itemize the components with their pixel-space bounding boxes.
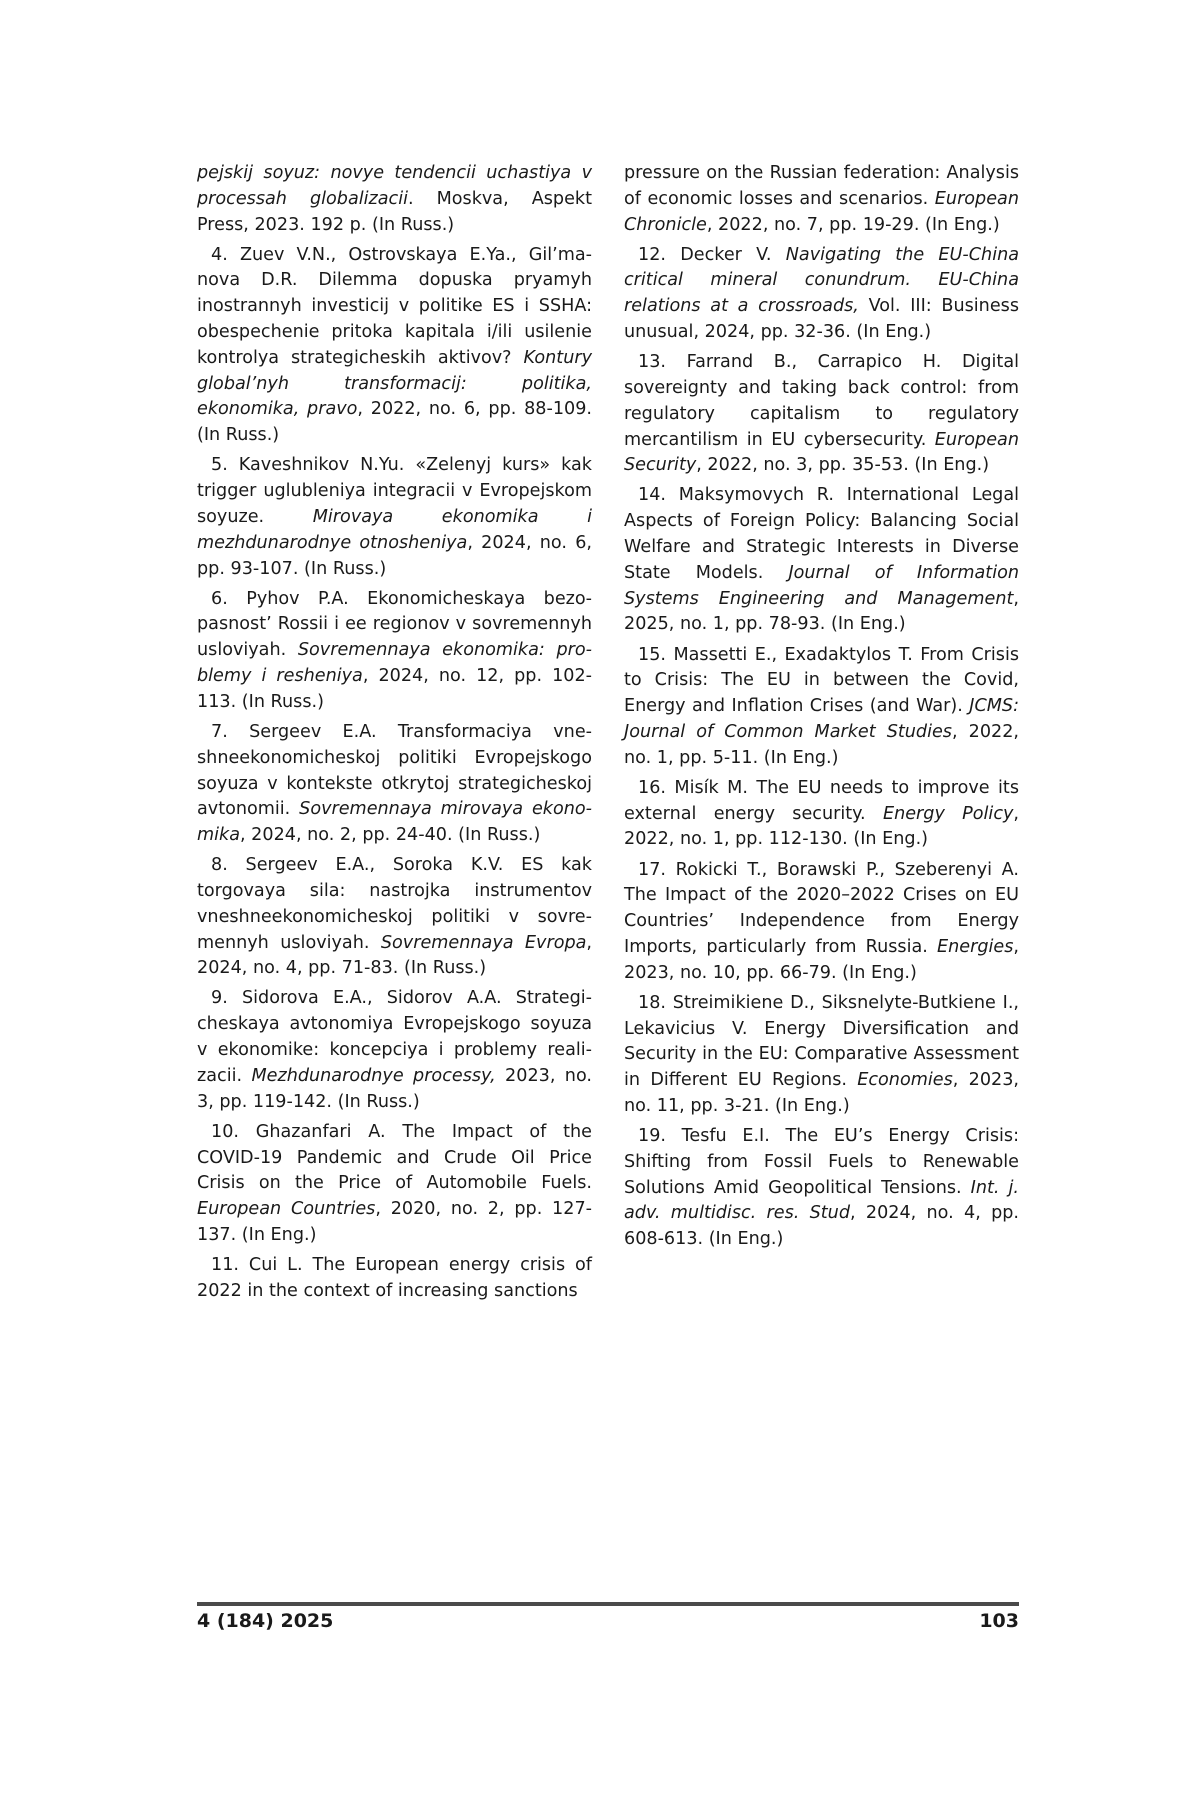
reference-text: 19. Tesfu E.I. The EU’s Energy Crisis: Shifting from Fossil Fuels to Renewable Solutions Amid Geopolitical Tensions. bbox=[624, 1126, 1019, 1198]
reference-entry bbox=[197, 720, 592, 849]
issue-number: 4 (184) 2025 bbox=[197, 1610, 333, 1632]
reference-source-title: Sovremennaya Evropa bbox=[381, 933, 587, 953]
reference-entry bbox=[624, 1124, 1019, 1253]
reference-entry bbox=[624, 643, 1019, 772]
footer-rule bbox=[197, 1602, 1019, 1606]
reference-entry bbox=[624, 243, 1019, 346]
reference-text: , 2024, no. 2, pp. 24-40. (In Russ.) bbox=[240, 825, 540, 845]
reference-entry bbox=[624, 858, 1019, 987]
reference-entry bbox=[624, 483, 1019, 638]
reference-text: , 2020, no. 2, pp. 127-137. (In Eng.) bbox=[197, 1199, 592, 1245]
references-left-column bbox=[197, 161, 592, 1309]
reference-source-title: pejskij soyuz: novye tendencii uchastiya v processah globalizacii bbox=[197, 163, 592, 209]
references-right-column bbox=[624, 161, 1019, 1257]
reference-text: , 2022, no. 6, pp. 88-109. (In Russ.) bbox=[197, 399, 592, 445]
reference-text: , 2022, no. 1, pp. 5-11. (In Eng.) bbox=[624, 722, 1019, 768]
reference-text: 9. Sidorova E.A., Sidorov A.A. Strategi­cheskaya avtonomiya Evropejskogo soyuza v ekonomike: koncepciya i problemy reali­zacii. bbox=[197, 988, 592, 1085]
reference-text: , 2022, no. 7, pp. 19-29. (In Eng.) bbox=[707, 215, 1000, 235]
reference-text: 4. Zuev V.N., Ostrovskaya E.Ya., Gil’ma­nova D.R. Dilemma dopuska pryamyh inostrannyh investicij v politike ES i SSHA: obespechenie pritoka kapitala i/ili usilenie kontrolya strategicheskih aktivov? bbox=[197, 245, 592, 368]
reference-source-title: Navigating the EU-China critical mineral conundrum. EU-China relations at a crossroads, bbox=[624, 245, 1019, 317]
reference-text: 2023, no. 3, pp. 119-142. (In Russ.) bbox=[197, 1066, 592, 1112]
reference-source-title: Int. j. adv. multidisc. res. Stud bbox=[624, 1178, 1019, 1224]
reference-text: Vol. III: Business unusual, 2024, pp. 32-36. (In Eng.) bbox=[624, 296, 1019, 342]
reference-text: pressure on the Russian federation: Ana­lysis of economic losses and scenarios. bbox=[624, 163, 1019, 209]
reference-text: 5. Kaveshnikov N.Yu. «Zelenyj kurs» kak trigger uglubleniya integracii v Evro­pejskom soyuze. bbox=[197, 455, 592, 527]
reference-source-title: European Chronicle bbox=[624, 189, 1019, 235]
reference-text: 12. Decker V. bbox=[638, 245, 786, 265]
reference-entry bbox=[624, 350, 1019, 479]
reference-entry bbox=[197, 587, 592, 716]
reference-text: 6. Pyhov P.A. Ekonomicheskaya bezo­pasnost’ Rossii i ee regionov v sovremennyh usloviyah. bbox=[197, 589, 592, 661]
reference-entry bbox=[197, 853, 592, 982]
reference-entry bbox=[624, 776, 1019, 853]
reference-text: , 2023, no. 10, pp. 66-79. (In Eng.) bbox=[624, 937, 1019, 983]
reference-text: , 2022, no. 3, pp. 35-53. (In Eng.) bbox=[696, 455, 989, 475]
reference-entry bbox=[624, 991, 1019, 1120]
reference-text: 14. Maksymovych R. International Legal Aspects of Foreign Policy: Balancing Social Welfare and Strategic Interests in Diverse State Models. bbox=[624, 485, 1019, 582]
reference-text: 11. Cui L. The European energy crisis of 2022 in the context of increasing sanctions bbox=[197, 1255, 592, 1301]
reference-text: 16. Misík M. The EU needs to improve its external energy security. bbox=[624, 778, 1019, 824]
reference-source-title: Economies bbox=[857, 1070, 953, 1090]
reference-text: . Moskva, Aspekt Press, 2023. 192 p. (In Russ.) bbox=[197, 189, 592, 235]
reference-source-title: European Security bbox=[624, 430, 1019, 476]
reference-text: , 2024, no. 12, pp. 102-113. (In Russ.) bbox=[197, 666, 592, 712]
reference-text: 15. Massetti E., Exadaktylos T. From Crisis to Crisis: The EU in between the Covid, Energy and Inflation Crises (and War). bbox=[624, 645, 1019, 717]
reference-text: , 2024, no. 4, pp. 608-613. (In Eng.) bbox=[624, 1203, 1019, 1249]
reference-text: 7. Sergeev E.A. Transformaciya vne­shneekonomicheskoj politiki Evropejskogo soyuza v kontekste otkrytoj strategicheskoj avtonomii. bbox=[197, 722, 592, 819]
reference-entry bbox=[197, 453, 592, 582]
reference-source-title: Kon­tury global’nyh transformacij: politika, ekonomika, pravo bbox=[197, 348, 592, 420]
reference-text: 8. Sergeev E.A., Soroka K.V. ES kak torgovaya sila: nastrojka instrumentov vneshneekonomicheskoj politiki v sovre­mennyh usloviyah. bbox=[197, 855, 592, 952]
reference-text: , 2025, no. 1, pp. 78-93. (In Eng.) bbox=[624, 589, 1019, 635]
reference-text: , 2023, no. 11, pp. 3-21. (In Eng.) bbox=[624, 1070, 1019, 1116]
reference-text: , 2024, no. 6, pp. 93-107. (In Russ.) bbox=[197, 533, 592, 579]
reference-text: 17. Rokicki T., Borawski P., Szeberenyi A. The Impact of the 2020–2022 Crises on EU Countries’ Independence from Energy Imports, particularly from Russia. bbox=[624, 860, 1019, 957]
reference-text: , 2024, no. 4, pp. 71-83. (In Russ.) bbox=[197, 933, 592, 979]
reference-text: 18. Streimikiene D., Siksnelyte-Butkiene I., Lekavicius V. Energy Diversification and Security in the EU: Comparative Assessment in Different EU Regions. bbox=[624, 993, 1019, 1090]
reference-source-title: Sovremennaya mirovaya ekono­mika bbox=[197, 799, 592, 845]
reference-entry bbox=[197, 243, 592, 449]
page-number: 103 bbox=[979, 1610, 1019, 1632]
reference-entry bbox=[197, 986, 592, 1115]
reference-text: 13. Farrand B., Carrapico H. Digital sovereignty and taking back control: from regulatory capitalism to regulatory mercantilism in EU cybersecurity. bbox=[624, 352, 1019, 449]
reference-source-title: JCMS: Journal of Common Market Studies bbox=[624, 696, 1019, 742]
reference-text: 10. Ghazanfari A. The Impact of the COVID-19 Pandemic and Crude Oil Price Crisis on the Price of Automobile Fuels. bbox=[197, 1122, 592, 1194]
reference-source-title: Sovremennaya ekonomika: pro­blemy i resheniya bbox=[197, 640, 592, 686]
reference-entry bbox=[197, 161, 592, 238]
reference-text: , 2022, no. 1, pp. 112-130. (In Eng.) bbox=[624, 804, 1019, 850]
reference-source-title: Journal of Information Systems Engineering and Management bbox=[624, 563, 1019, 609]
reference-source-title: Energies bbox=[937, 937, 1013, 957]
reference-source-title: Energy Policy bbox=[883, 804, 1013, 824]
reference-entry bbox=[197, 1120, 592, 1249]
reference-source-title: European Countries bbox=[197, 1199, 375, 1219]
reference-source-title: Mezhdunarodnye processy, bbox=[251, 1066, 495, 1086]
reference-source-title: Mirovaya ekonomika i mezhdunarodnye otnosheniya bbox=[197, 507, 592, 553]
reference-entry bbox=[197, 1253, 592, 1305]
reference-entry bbox=[624, 161, 1019, 238]
